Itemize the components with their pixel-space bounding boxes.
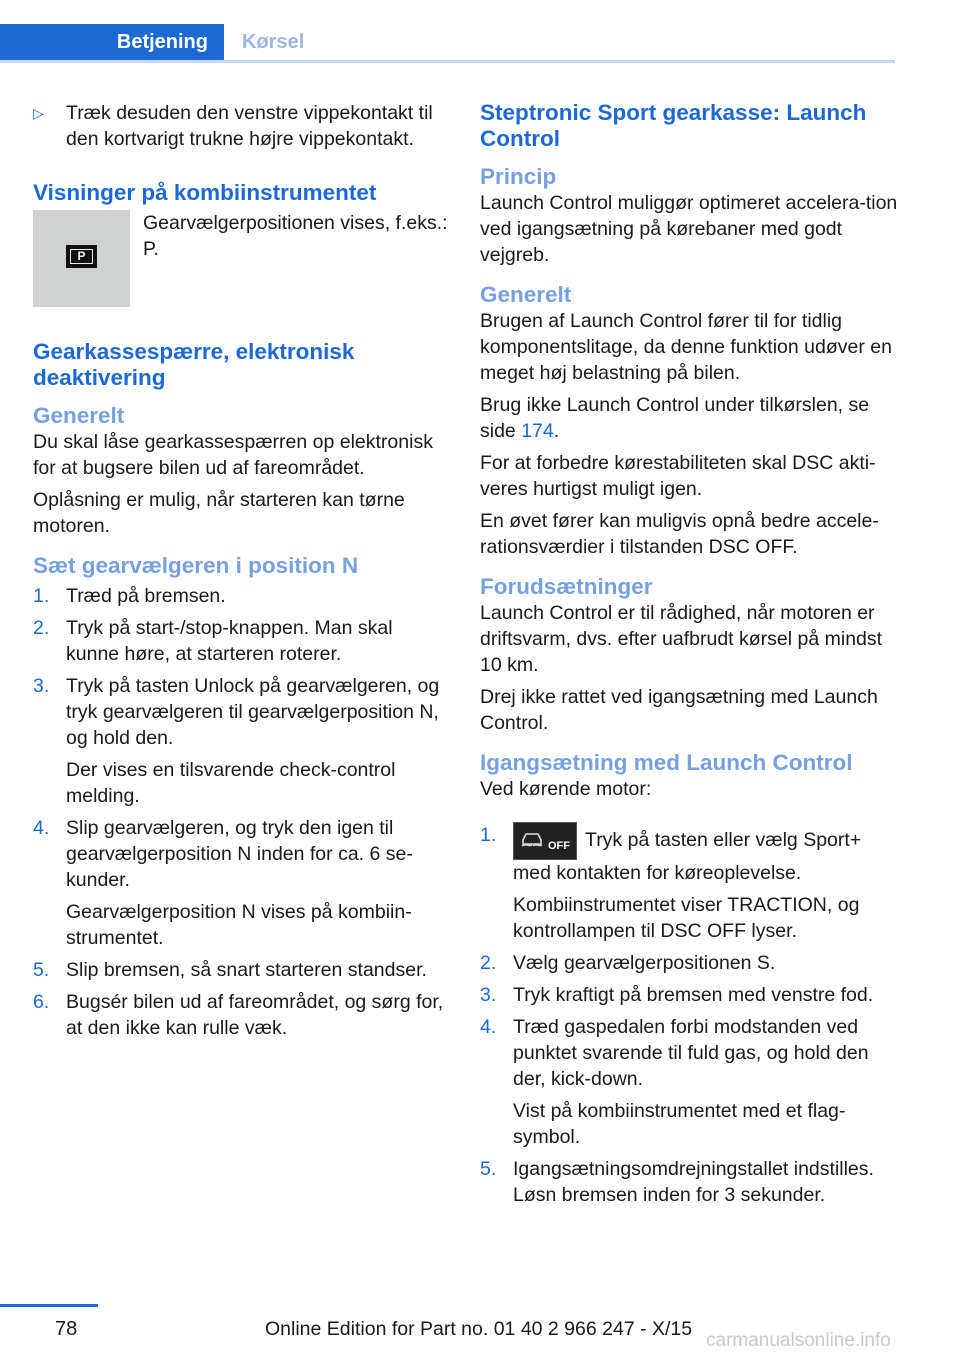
list-item <box>33 615 448 667</box>
paragraph: En øvet fører kan muligvis opnå bedre accele‐rationsværdier i tilstanden DSC OFF. <box>480 510 879 558</box>
header-tabbar <box>0 24 895 62</box>
list-item <box>33 673 448 809</box>
paragraph: Drej ikke rattet ved igangsætning med Launch Control. <box>480 686 878 734</box>
step-note: Kombiinstrumentet viser TRACTION, og kontrollampen til DSC OFF lyser. <box>513 894 860 942</box>
list-item <box>480 982 900 1008</box>
page-link-174[interactable]: 174 <box>521 420 554 442</box>
list-item <box>33 989 448 1041</box>
figure-caption: Gearvælgerpositionen vises, f.eks.: P. <box>143 212 448 260</box>
dsc-off-button-icon <box>513 822 577 860</box>
park-indicator-icon <box>66 245 97 268</box>
step-number: 4. <box>33 817 50 839</box>
section-heading-launch-control: Steptronic Sport gearkasse: Launch Control <box>480 100 867 151</box>
edition-footer: Online Edition for Part no. 01 40 2 966 247 - X/15 <box>265 1318 693 1340</box>
subheading-saet-gearvaelger: Sæt gearvælgeren i position N <box>33 553 359 578</box>
page-number: 78 <box>55 1318 78 1340</box>
right-column <box>480 100 900 1214</box>
step-text: Bugsér bilen ud af fareområdet, og sørg for, at den ikke kan rulle væk. <box>66 991 444 1039</box>
figure-gear-display <box>33 210 448 307</box>
triangle-bullet-icon: ▷ <box>33 105 44 121</box>
step-text: Slip bremsen, så snart starteren standser. <box>66 959 427 981</box>
list-item <box>480 1156 900 1208</box>
list-item <box>480 950 900 976</box>
section-heading-visninger: Visninger på kombiinstrumentet <box>33 180 377 205</box>
subheading-igangsaetning: Igangsætning med Launch Control <box>480 750 853 775</box>
step-number: 5. <box>480 1158 497 1180</box>
section-heading-gearkassespaerre: Gearkassespærre, elektronisk deaktivering <box>33 339 355 390</box>
step-note: Vist på kombiinstrumentet med et flag‐symbol. <box>513 1100 846 1148</box>
paragraph: Brugen af Launch Control fører til for tidlig komponentslitage, da denne funktion udøver en meget høj belastning på bilen. <box>480 310 892 384</box>
subheading-generelt-right: Generelt <box>480 282 572 307</box>
subheading-generelt-left: Generelt <box>33 403 125 428</box>
gear-display-image <box>33 210 130 307</box>
tab-betjening[interactable]: Betjening <box>0 24 224 60</box>
paragraph <box>480 392 900 444</box>
subheading-princip: Princip <box>480 164 557 189</box>
bullet-item <box>33 100 448 152</box>
list-item <box>480 822 900 944</box>
step-number: 3. <box>33 675 50 697</box>
paragraph: Oplåsning er mulig, når starteren kan tørne motoren. <box>33 489 405 537</box>
paragraph-text: Brug ikke Launch Control under tilkørslen, se side <box>480 394 870 442</box>
paragraph: Launch Control er til rådighed, når motoren er driftsvarm, dvs. efter uafbrudt kørsel på mindst 10 km. <box>480 602 883 676</box>
subheading-forudsaetninger: Forudsætninger <box>480 574 653 599</box>
step-number: 2. <box>33 617 50 639</box>
watermark: carmanualsonline.info <box>706 1330 891 1351</box>
step-number: 2. <box>480 952 497 974</box>
list-item <box>33 815 448 951</box>
step-number: 5. <box>33 959 50 981</box>
park-letter: P <box>70 249 93 264</box>
paragraph: Launch Control muliggør optimeret accelera‐tion ved igangsætning på kørebaner med godt vejgreb. <box>480 192 898 266</box>
left-column <box>33 100 448 1047</box>
paragraph: For at forbedre kørestabiliteten skal DSC akti‐veres hurtigst muligt igen. <box>480 452 876 500</box>
bullet-text: Træk desuden den venstre vippekontakt til den kortvarigt trukne højre vippekontakt. <box>66 102 433 150</box>
paragraph: Ved kørende motor: <box>480 778 652 800</box>
list-item <box>33 583 448 609</box>
step-text: Igangsætningsomdrejningstallet indstilles. Løsn bremsen inden for 3 sekunder. <box>513 1158 874 1206</box>
paragraph: Du skal låse gearkassespærren op elektronisk for at bugsere bilen ud af fareområdet. <box>33 431 433 479</box>
step-number: 6. <box>33 991 50 1013</box>
step-text <box>513 822 900 886</box>
list-item <box>33 957 448 983</box>
steps-list-right <box>480 822 900 1208</box>
step-note: Gearvælgerposition N vises på kombiin‐strumentet. <box>66 901 412 949</box>
list-item <box>480 1014 900 1150</box>
step-text: Vælg gearvælgerpositionen S. <box>513 952 776 974</box>
step-text-content: Tryk på tasten eller vælg Sport+ med kontakten for køreoplevelse. <box>513 829 862 884</box>
tab-underline <box>0 60 895 63</box>
dsc-off-label: OFF <box>548 840 570 852</box>
step-text: Tryk på start-/stop-knappen. Man skal kunne høre, at starteren roterer. <box>66 617 393 665</box>
step-text: Træd gaspedalen forbi modstanden ved punktet svarende til fuld gas, og hold den der, kick-down. <box>513 1016 869 1090</box>
footer-rule <box>0 1304 98 1307</box>
step-number: 1. <box>480 824 497 846</box>
steps-list-left <box>33 583 448 1041</box>
step-number: 3. <box>480 984 497 1006</box>
step-number: 4. <box>480 1016 497 1038</box>
skidding-car-icon <box>520 831 544 847</box>
step-text: Tryk på tasten Unlock på gearvælgeren, og tryk gearvælgeren til gearvælgerposition N, og hold den. <box>66 675 440 749</box>
step-text: Slip gearvælgeren, og tryk den igen til gearvælgerposition N inden for ca. 6 se‐kunder. <box>66 817 413 891</box>
tab-korsel[interactable]: Kørsel <box>242 30 305 53</box>
step-note: Der vises en tilsvarende check-control melding. <box>66 759 396 807</box>
step-number: 1. <box>33 585 50 607</box>
step-text: Tryk kraftigt på bremsen med venstre fod. <box>513 984 874 1006</box>
paragraph-text: . <box>553 420 560 442</box>
step-text: Træd på bremsen. <box>66 585 226 607</box>
